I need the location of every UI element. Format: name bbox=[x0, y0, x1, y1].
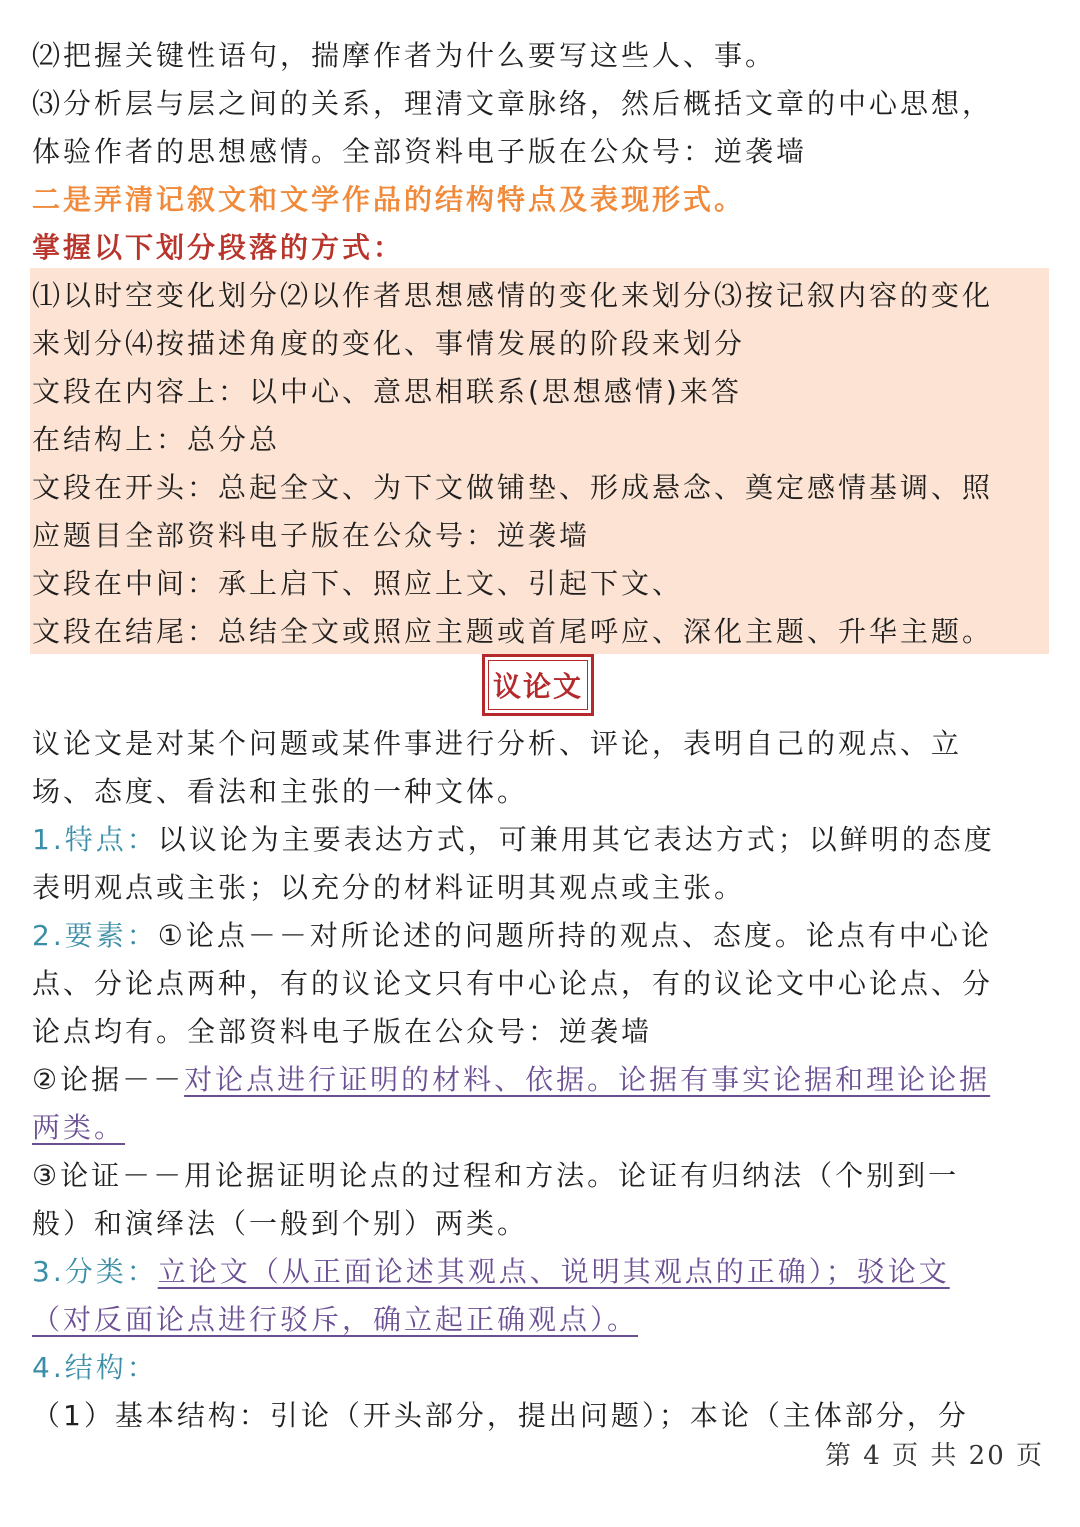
highlight-line: 文段在结尾：总结全文或照应主题或首尾呼应、深化主题、升华主题。 bbox=[32, 615, 994, 648]
argument-line-2 bbox=[32, 1104, 125, 1152]
page-number: 第 4 页 共 20 页 bbox=[825, 1441, 1044, 1471]
intro-line: 场、态度、看法和主张的一种文体。 bbox=[32, 775, 529, 808]
class-text: 立论文（从正面论述其观点、说明其观点的正确）；驳论文 bbox=[157, 1255, 950, 1288]
highlight-line: 来划分⑷按描述角度的变化、事情发展的阶段来划分 bbox=[32, 327, 746, 360]
class-label: 3.分类： bbox=[32, 1255, 158, 1288]
feature-label: 1.特点： bbox=[32, 823, 158, 856]
highlight-line: 文段在内容上：以中心、意思相联系(思想感情)来答 bbox=[32, 375, 742, 408]
text-line: ⑶分析层与层之间的关系，理清文章脉络，然后概括文章的中心思想， bbox=[32, 87, 994, 120]
argument-prefix: ②论据－－ bbox=[32, 1063, 185, 1096]
feature-line-2: 表明观点或主张；以充分的材料证明其观点或主张。 bbox=[32, 871, 746, 904]
class-line-2 bbox=[32, 1296, 638, 1344]
element-line bbox=[32, 912, 992, 960]
section-title-box bbox=[482, 654, 594, 716]
proof-line: ③论证－－用论据证明论点的过程和方法。论证有归纳法（个别到一 bbox=[32, 1159, 960, 1192]
highlight-line: 应题目全部资料电子版在公众号：逆袭墙 bbox=[32, 519, 591, 552]
red-heading: 掌握以下划分段落的方式： bbox=[32, 231, 405, 264]
proof-line-2: 般）和演绎法（一般到个别）两类。 bbox=[32, 1207, 529, 1240]
element-label: 2.要素： bbox=[32, 919, 158, 952]
element-text: ①论点－－对所论述的问题所持的观点、态度。论点有中心论 bbox=[157, 919, 992, 952]
feature-line bbox=[32, 816, 995, 864]
class-text-2: （对反面论点进行驳斥，确立起正确观点）。 bbox=[32, 1303, 639, 1336]
highlight-line: 在结构上：总分总 bbox=[32, 423, 281, 456]
intro-line: 议论文是对某个问题或某件事进行分析、评论，表明自己的观点、立 bbox=[32, 727, 963, 760]
argument-line bbox=[32, 1056, 990, 1104]
feature-text: 以议论为主要表达方式，可兼用其它表达方式；以鲜明的态度 bbox=[157, 823, 995, 856]
structure-line: （1）基本结构：引论（开头部分，提出问题）；本论（主体部分，分 bbox=[32, 1399, 969, 1432]
structure-label: 4.结构： bbox=[32, 1351, 158, 1384]
section-title: 议论文 bbox=[488, 660, 588, 710]
highlight-line: ⑴以时空变化划分⑵以作者思想感情的变化来划分⑶按记叙内容的变化 bbox=[32, 279, 994, 312]
element-line-2: 点、分论点两种，有的议论文只有中心论点，有的议论文中心论点、分 bbox=[32, 967, 994, 1000]
highlight-line: 文段在中间：承上启下、照应上文、引起下文、 bbox=[32, 567, 684, 600]
class-line bbox=[32, 1248, 950, 1296]
highlight-line: 文段在开头：总起全文、为下文做铺垫、形成悬念、奠定感情基调、照 bbox=[32, 471, 994, 504]
orange-heading: 二是弄清记叙文和文学作品的结构特点及表现形式。 bbox=[32, 183, 746, 216]
element-line-3: 论点均有。全部资料电子版在公众号：逆袭墙 bbox=[32, 1015, 653, 1048]
argument-text: 对论点进行证明的材料、依据。论据有事实论据和理论论据 bbox=[184, 1063, 991, 1096]
text-line: ⑵把握关键性语句，揣摩作者为什么要写这些人、事。 bbox=[32, 39, 777, 72]
text-line: 体验作者的思想感情。全部资料电子版在公众号：逆袭墙 bbox=[32, 135, 808, 168]
argument-text-2: 两类。 bbox=[32, 1111, 126, 1144]
